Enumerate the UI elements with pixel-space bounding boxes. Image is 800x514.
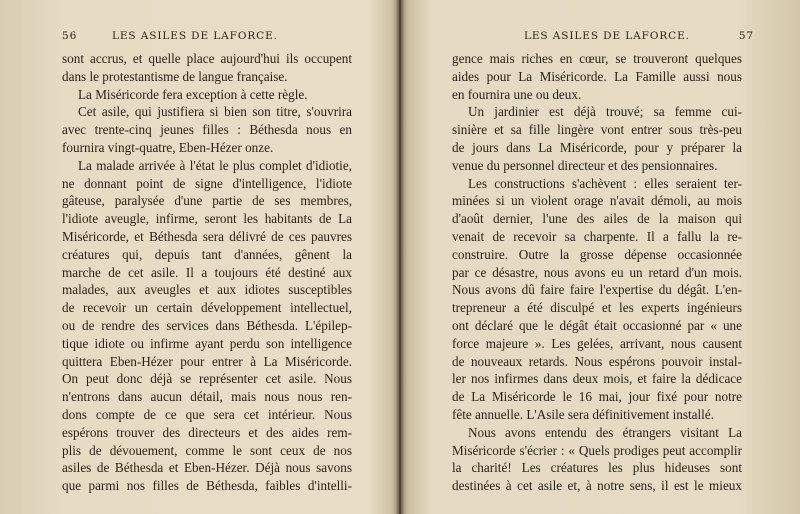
right-running-head [452,30,754,50]
text-line: ne donnant point de signe d'intelligence, l'idiote [62,175,352,191]
page-number: 57 [738,30,754,42]
text-line: la charité! Les créatures les plus hideuses sont [452,460,742,476]
text-line: de jours dans La Miséricorde, pour y préparer la [452,139,742,155]
text-line: construire. Outre la grosse dépense occasionnée [452,246,742,262]
text-line: quittera Eben-Hézer pour entrer à La Miséricorde. [62,353,352,369]
text-line: sont accrus, et quelle place aujourd'hui ils occupent [62,51,352,66]
text-line: dans le protestantisme de langue française. [62,68,288,84]
text-line: sinière et sa fille lingère vont entrer sous très-peu [452,122,742,138]
text-line: force majeure ». Les gelées, arrivant, nous causent [452,335,742,351]
text-line: de La Miséricorde le 16 mai, jour fixé pour notre [452,389,742,405]
text-line: fournira vingt-quatre, Eben-Hézer onze. [62,139,274,155]
left-body-text [62,50,352,495]
text-line: Miséricorde, et Béthesda sera délivré de ces pauvres [62,228,352,244]
text-line: venait de recevoir sa charpente. Il a fallu la re- [452,228,742,244]
text-line: venue du personnel directeur et des pensionnaires. [452,157,718,173]
text-line: asiles de Béthesda et Eben-Hézer. Déjà nous savons [62,460,352,476]
text-line: minées si un violent orage n'avait démoli, au mois [452,193,742,209]
page-number: 56 [62,30,78,42]
left-running-head [62,30,352,50]
text-line: gence mais riches en cœur, se trouveront quelques [452,51,742,66]
text-line: créatures qui, depuis tant d'années, gênent la [62,246,352,262]
text-line: de recevoir un certain développement intellectuel, [62,300,352,316]
text-line: Les constructions s'achèvent : elles seraient ter- [468,175,742,191]
text-line: n'entrons dans aucun détail, mais nous nous ren- [62,389,352,405]
text-line: marche de cet asile. Il a toujours été destiné aux [62,264,352,280]
text-line: Nous avons entendu des étrangers visitant La [468,424,742,440]
text-line: destinées à cet asile et, à notre sens, il est le mieux [452,478,742,494]
text-line: Cet asile, qui justifiera si bien son titre, s'ouvrira [78,104,352,120]
text-line: d'août dernier, l'une des ailes de la maison qui [452,211,742,227]
text-line: ont déclaré que le dégât était occasionné par « une [452,317,742,333]
text-line: espérons trouver des directeurs et des aides rem- [62,424,352,440]
text-line: ler nos infirmes dans deux mois, et faire la dédicace [452,371,742,387]
text-line: La Miséricorde fera exception à cette règle. [78,86,308,102]
text-line: La malade arrivée à l'état le plus complet d'idiotie, [78,157,352,173]
text-line: Nous avons dû faire faire l'expertise du dégât. L'en- [452,282,742,298]
text-line: l'idiote aveugle, infirme, seront les habitants de La [62,211,352,227]
text-line: fête annuelle. L'Asile sera définitivement installé. [452,406,714,422]
text-line: avec trente-cinq jeunes filles : Béthesda nous en [62,122,352,138]
text-line: en fournira une ou deux. [452,86,582,102]
text-line: aides pour La Miséricorde. La Famille aussi nous [452,68,742,84]
text-line: malades, aux aveugles et aux idiotes susceptibles [62,282,352,298]
text-line: dons compte de ce que sera cet intérieur. Nous [62,406,352,422]
text-line: que parmi nos filles de Béthesda, faibles d'intelli- [62,478,352,494]
text-line: Miséricorde s'écrier : « Quels prodiges peut accomplir [452,442,742,458]
left-page [0,0,398,514]
text-line: On peut donc déjà se représenter cet asile. Nous [62,371,352,387]
right-body-text [452,50,742,495]
text-line: par ce désastre, nous avons eu un retard d'un mois. [452,264,742,280]
text-line: gâteuse, paralysée d'une partie de ses membres, [62,193,352,209]
running-head-title: LES ASILES DE LAFORCE. [112,30,278,42]
right-page [402,0,800,514]
text-line: Un jardinier est déjà trouvé; sa femme cui- [468,104,742,120]
text-line: de nouveaux retards. Nous espérons pouvoir instal- [452,353,742,369]
text-line: trepreneur a été disculpé et les experts ingénieurs [452,300,742,316]
text-line: tique idiote ou infirme ayant perdu son intelligence [62,335,352,351]
text-line: ou de rendre des services dans Béthesda. L'épilep- [62,317,352,333]
running-head-title: LES ASILES DE LAFORCE. [524,30,690,42]
text-line: plis de dévouement, comme le sont ceux de nos [62,442,352,458]
